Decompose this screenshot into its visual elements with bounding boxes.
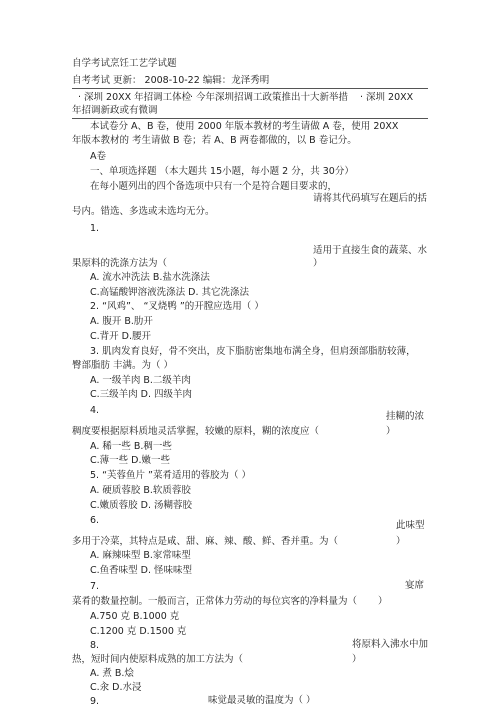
q4-options-cd: C.薄一些 D.嫩一些 — [90, 455, 171, 466]
q4-options-ab: A. 稀一些 B.稠一些 — [90, 441, 172, 452]
q6-text-line2: 多用于冷菜，其特点是咸、甜、麻、辣、酸、鲜、香并重。为（ — [72, 536, 339, 547]
q4-close-paren: ） — [386, 426, 396, 437]
section-title: 一、单项选择题 （本大题共 15小题，每小题 2 分，共 30分） — [90, 166, 354, 177]
volume-label: A卷 — [90, 151, 106, 162]
q6-options-ab: A. 麻辣味型 B.家常味型 — [90, 550, 191, 561]
q2-options-ab: A. 腹开 B.肋开 — [90, 316, 153, 327]
doc-title: 自学考试烹饪工艺学试题 — [72, 58, 177, 69]
q4-text-line2: 稠度要根据原料质地灵活掌握，较嫩的原料，糊的浓度应（ — [72, 426, 320, 437]
q4-text-tail: 挂糊的浓 — [386, 411, 425, 422]
q1-text-line2: 果原料的洗涤方法为（ — [72, 258, 168, 269]
q5-options-ab: A. 硬质蓉胶 B.软质蓉胶 — [90, 485, 191, 496]
q8-options-ab: A. 煮 B.烩 — [90, 668, 134, 679]
link-policy-adjust[interactable]: 年招调新政或有微调 — [72, 105, 158, 116]
q7-close-paren: ） — [378, 596, 388, 607]
q8-text-line2: 热，短时间内使原料成熟的加工方法为（ — [72, 654, 244, 665]
section-instruction-1: 在每小题列出的四个备选项中只有一个是符合题目要求的， — [90, 181, 338, 192]
q9-number: 9. — [90, 696, 100, 707]
doc-meta: 自考考试 更新： 2008-10-22 编辑：龙泽秀明 — [72, 75, 270, 86]
q3-options-ab: A. 一级羊肉 B.二级羊肉 — [90, 375, 191, 386]
link-shenzhen[interactable]: · 深圳 20XX — [360, 92, 414, 103]
intro-line-2: 年版本教材的 考生请做 B 卷；若 A、B 两卷都做的，以 B 卷记分。 — [72, 135, 357, 146]
q7-text-tail: 宴席 — [405, 580, 425, 591]
q6-number: 6. — [90, 515, 100, 526]
q7-number: 7. — [90, 581, 100, 592]
q5-text: 5. “芙蓉鱼片 ”菜肴适用的蓉胶为（ ） — [90, 470, 251, 481]
link-new-policy[interactable]: · 今年深圳招调工政策推出十大新举措 — [190, 92, 349, 103]
q6-close-paren: ） — [396, 536, 406, 547]
q8-close-paren: ） — [352, 654, 362, 665]
q2-options-cd: C.背开 D.腰开 — [90, 331, 152, 342]
q2-text: 2. “风鸡”、 “叉烧鸭 ”的开膛应选用（ ） — [90, 301, 264, 312]
q6-options-cd: C.鱼香味型 D. 怪味味型 — [90, 565, 193, 576]
q1-options-cd: C.高锰酸钾溶液洗涤法 D. 其它洗涤法 — [90, 287, 250, 298]
intro-line-1: 本试卷分 A、B 卷，使用 2000 年版本教材的考生请做 A 卷，使用 20XX — [90, 121, 399, 132]
section-instruction-2: 请将其代码填写在题后的括 — [313, 193, 428, 204]
q7-options-cd: C.1200 克 D.1500 克 — [90, 626, 187, 637]
q5-options-cd: C.嫩质蓉胶 D. 汤糊蓉胶 — [90, 500, 193, 511]
q7-text-line2: 菜肴的数量控制。一般而言，正常体力劳动的每位宾客的净料量为（ — [72, 596, 358, 607]
q8-text-tail: 将原料入沸水中加 — [352, 639, 429, 650]
q4-number: 4. — [90, 405, 100, 416]
q1-text-tail: 适用于直接生食的蔬菜、水 — [313, 245, 428, 256]
header-divider — [72, 88, 428, 89]
q6-text-tail: 此味型 — [396, 520, 425, 531]
link-health-check[interactable]: · 深圳 20XX 年招调工体检 — [78, 92, 192, 103]
q9-text: 味觉最灵敏的温度为（ ） — [208, 695, 316, 706]
q3-text-line1: 3. 肌肉发育良好，骨不突出，皮下脂肪密集地布满全身，但肩颈部脂肪较薄， — [90, 346, 416, 357]
q3-options-cd: C.三级羊肉 D. 四级羊肉 — [90, 389, 193, 400]
links-divider — [72, 118, 428, 119]
q7-options-ab: A.750 克 B.1000 克 — [90, 611, 180, 622]
q8-number: 8. — [90, 640, 100, 651]
q1-number: 1. — [90, 223, 100, 234]
q1-options-ab: A. 流水冲洗法 B.盐水洗涤法 — [90, 272, 210, 283]
q8-options-cd: C.汆 D.水浸 — [90, 682, 142, 693]
q3-text-line2: 臀部脂肪 丰满。为（ ） — [72, 360, 174, 371]
q1-close-paren: ） — [313, 258, 323, 269]
section-instruction-3: 号内。错选、多选或未选均无分。 — [72, 206, 215, 217]
